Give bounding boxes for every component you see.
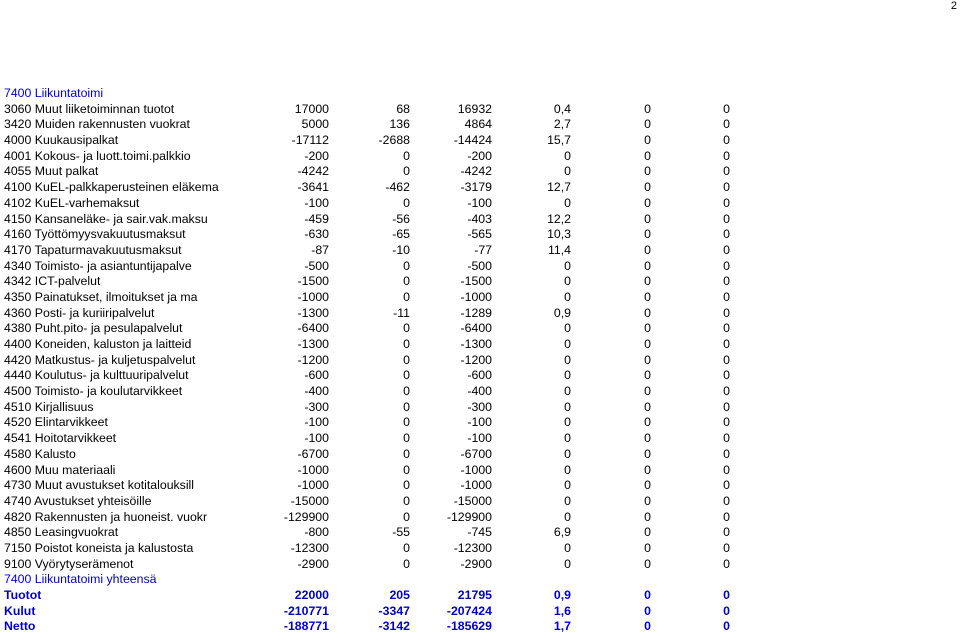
value-col-1: -100 [304,431,329,446]
account-row [4,180,744,196]
value-col-1: -2900 [297,556,329,571]
value-col-1: -630 [304,227,329,242]
value-col-4: 0 [564,368,571,383]
value-col-6: 0 [723,164,730,179]
value-col-5: 0 [644,227,651,242]
value-col-6: 0 [723,619,730,634]
value-col-4: 0 [564,289,571,304]
value-col-1: -1000 [297,289,329,304]
value-col-4: 0 [564,509,571,524]
value-col-1: -1000 [297,478,329,493]
value-col-2: 0 [403,431,410,446]
account-row [4,400,744,416]
value-col-3: 4864 [464,117,492,132]
value-col-3: -100 [467,415,492,430]
value-col-5: 0 [644,274,651,289]
account-row [4,384,744,400]
value-col-1: -1200 [297,352,329,367]
value-col-4: 2,7 [553,117,571,132]
account-row [4,164,744,180]
totals-rows [4,588,744,635]
value-col-4: 15,7 [547,133,571,148]
value-col-4: 0,4 [553,101,571,116]
value-col-5: 0 [644,164,651,179]
value-col-6: 0 [723,368,730,383]
total-row [4,588,744,604]
value-col-6: 0 [723,117,730,132]
value-col-5: 0 [644,493,651,508]
report-rows [4,102,744,573]
value-col-4: 0 [564,384,571,399]
value-col-2: 0 [403,289,410,304]
account-label: 4740 Avustukset yhteisöille [4,493,152,508]
value-col-1: -459 [304,211,329,226]
value-col-3: -565 [467,227,492,242]
value-col-2: 0 [403,509,410,524]
value-col-1: -17112 [291,133,329,148]
value-col-5: 0 [644,117,651,132]
value-col-3: -403 [467,211,492,226]
value-col-1: -129900 [283,509,329,524]
value-col-5: 0 [644,289,651,304]
value-col-3: -1000 [460,289,492,304]
value-col-6: 0 [723,337,730,351]
account-label: 4360 Posti- ja kuriiripalvelut [4,305,155,320]
account-row [4,227,744,243]
account-label: 4850 Leasingvuokrat [4,525,119,540]
value-col-5: 0 [644,540,651,555]
value-col-3: -200 [467,148,492,163]
value-col-3: -1200 [460,352,492,367]
account-label: 4160 Työttömyysvakuutusmaksut [4,227,186,242]
value-col-3: -207424 [446,603,492,618]
value-col-6: 0 [723,588,730,602]
value-col-3: -185629 [446,619,492,634]
value-col-1: -12300 [290,540,329,555]
account-row [4,368,744,384]
value-col-1: 22000 [294,588,329,602]
account-label: 3420 Muiden rakennusten vuokrat [4,117,190,132]
account-row [4,541,744,557]
account-row [4,478,744,494]
value-col-3: -77 [474,242,492,257]
account-label: 4541 Hoitotarvikkeet [4,431,117,446]
total-row [4,604,744,620]
value-col-5: 0 [644,242,651,257]
value-col-3: -15000 [453,493,492,508]
section-title: 7400 Liikuntatoimi [4,86,104,100]
value-col-5: 0 [644,148,651,163]
account-row [4,102,744,118]
value-col-1: -4242 [297,164,329,179]
value-col-2: -3347 [378,603,410,618]
value-col-3: -12300 [453,540,492,555]
value-col-2: 0 [403,321,410,336]
value-col-3: -500 [467,258,492,273]
value-col-3: -100 [467,431,492,446]
value-col-5: 0 [644,431,651,446]
value-col-1: -100 [304,415,329,430]
value-col-6: 0 [723,289,730,304]
value-col-6: 0 [723,101,730,116]
value-col-6: 0 [723,462,730,477]
value-col-4: 6,9 [553,525,571,540]
value-col-2: 0 [403,352,410,367]
value-col-2: 136 [389,117,410,132]
account-row [4,117,744,133]
value-col-6: 0 [723,509,730,524]
account-label: 4100 KuEL-palkkaperusteinen eläkema [4,180,219,195]
value-col-6: 0 [723,227,730,242]
value-col-3: -745 [467,525,492,540]
value-col-2: -56 [392,211,410,226]
value-col-4: 0 [564,431,571,446]
value-col-3: -129900 [446,509,492,524]
value-col-6: 0 [723,525,730,540]
value-col-4: 11,4 [547,242,571,257]
value-col-2: 0 [403,446,410,461]
value-col-1: -15000 [290,493,329,508]
account-label: Netto [4,619,36,634]
value-col-2: 0 [403,337,410,351]
value-col-3: -300 [467,399,492,414]
value-col-6: 0 [723,242,730,257]
value-col-3: 21795 [457,588,492,602]
value-col-6: 0 [723,603,730,618]
value-col-2: 0 [403,399,410,414]
account-row [4,212,744,228]
value-col-2: -65 [392,227,410,242]
value-col-4: 0 [564,195,571,210]
value-col-1: -200 [304,148,329,163]
value-col-5: 0 [644,321,651,336]
account-label: 4510 Kirjallisuus [4,399,94,414]
value-col-4: 12,7 [547,180,571,195]
value-col-5: 0 [644,180,651,195]
total-row [4,619,744,635]
value-col-3: -600 [467,368,492,383]
value-col-6: 0 [723,478,730,493]
account-row [4,463,744,479]
account-row [4,557,744,573]
account-row [4,149,744,165]
account-label: 4350 Painatukset, ilmoitukset ja ma [4,289,198,304]
value-col-5: 0 [644,399,651,414]
value-col-2: 0 [403,493,410,508]
value-col-6: 0 [723,352,730,367]
value-col-5: 0 [644,101,651,116]
value-col-3: -2900 [460,556,492,571]
account-label: 4820 Rakennusten ja huoneist. vuokr [4,509,208,524]
value-col-6: 0 [723,493,730,508]
value-col-1: 5000 [301,117,329,132]
value-col-5: 0 [644,619,651,634]
value-col-1: -400 [304,384,329,399]
account-label: 4380 Puht.pito- ja pesulapalvelut [4,321,183,336]
value-col-6: 0 [723,556,730,571]
value-col-4: 0 [564,274,571,289]
value-col-5: 0 [644,462,651,477]
value-col-3: -100 [467,195,492,210]
account-label: 4440 Koulutus- ja kulttuuripalvelut [4,368,189,383]
value-col-4: 0 [564,148,571,163]
value-col-6: 0 [723,446,730,461]
value-col-1: 17000 [294,101,329,116]
value-col-6: 0 [723,431,730,446]
value-col-1: -500 [304,258,329,273]
value-col-3: -14424 [453,133,492,148]
account-label: 7150 Poistot koneista ja kalustosta [4,540,194,555]
value-col-4: 0 [564,540,571,555]
value-col-5: 0 [644,352,651,367]
value-col-2: 0 [403,415,410,430]
value-col-2: -462 [385,180,410,195]
account-row [4,510,744,526]
value-col-3: -1500 [460,274,492,289]
account-row [4,259,744,275]
value-col-1: -600 [304,368,329,383]
account-label: 4730 Muut avustukset kotitalouksill [4,478,195,493]
account-label: 4400 Koneiden, kaluston ja laitteid [4,337,192,351]
value-col-3: -1289 [460,305,492,320]
value-col-3: -3179 [460,180,492,195]
value-col-4: 0 [564,556,571,571]
value-col-4: 0 [564,493,571,508]
value-col-5: 0 [644,133,651,148]
value-col-3: 16932 [457,101,492,116]
value-col-2: 0 [403,148,410,163]
value-col-4: 0 [564,337,571,351]
value-col-1: -1300 [297,337,329,351]
account-label: 4340 Toimisto- ja asiantuntijapalve [4,258,192,273]
account-label: 4001 Kokous- ja luott.toimi.palkkio [4,148,191,163]
value-col-2: 0 [403,384,410,399]
value-col-5: 0 [644,478,651,493]
value-col-1: -1000 [297,462,329,477]
value-col-2: 0 [403,164,410,179]
value-col-3: -1300 [460,337,492,351]
value-col-2: 0 [403,258,410,273]
account-row [4,243,744,259]
value-col-1: -6400 [297,321,329,336]
account-row [4,196,744,212]
value-col-5: 0 [644,588,651,602]
account-label: 4170 Tapaturmavakuutusmaksut [4,242,182,257]
value-col-6: 0 [723,211,730,226]
value-col-3: -1000 [460,478,492,493]
value-col-2: 68 [396,101,410,116]
value-col-1: -1300 [297,305,329,320]
value-col-5: 0 [644,603,651,618]
value-col-1: -87 [311,242,329,257]
account-label: Kulut [4,603,36,618]
value-col-2: 0 [403,478,410,493]
value-col-3: -6400 [460,321,492,336]
value-col-6: 0 [723,274,730,289]
account-row [4,431,744,447]
value-col-6: 0 [723,399,730,414]
value-col-4: 1,7 [553,619,571,634]
value-col-4: 0 [564,446,571,461]
value-col-4: 12,2 [547,211,571,226]
value-col-5: 0 [644,337,651,351]
value-col-4: 0,9 [553,588,571,602]
value-col-2: -10 [392,242,410,257]
value-col-6: 0 [723,540,730,555]
value-col-6: 0 [723,305,730,320]
value-col-4: 10,3 [547,227,571,242]
account-label: 3060 Muut liiketoiminnan tuotot [4,101,175,116]
value-col-2: -55 [392,525,410,540]
account-row [4,525,744,541]
account-row [4,321,744,337]
account-label: 4520 Elintarvikkeet [4,415,108,430]
account-row [4,494,744,510]
value-col-4: 0 [564,415,571,430]
value-col-1: -3641 [297,180,329,195]
value-col-1: -100 [304,195,329,210]
account-label: 4600 Muu materiaali [4,462,116,477]
value-col-6: 0 [723,148,730,163]
value-col-3: -400 [467,384,492,399]
value-col-4: 0,9 [553,305,571,320]
value-col-6: 0 [723,415,730,430]
value-col-4: 0 [564,478,571,493]
account-label: 9100 Vyörytyserämenot [4,556,134,571]
value-col-5: 0 [644,305,651,320]
value-col-1: -300 [304,399,329,414]
value-col-1: -1500 [297,274,329,289]
value-col-2: 0 [403,540,410,555]
totals-title: 7400 Liikuntatoimi yhteensä [4,572,157,587]
account-row [4,133,744,149]
value-col-4: 0 [564,258,571,273]
account-label: 4500 Toimisto- ja koulutarvikkeet [4,384,183,399]
account-label: 4420 Matkustus- ja kuljetuspalvelut [4,352,196,367]
value-col-2: -2688 [378,133,410,148]
value-col-2: 0 [403,195,410,210]
value-col-2: 0 [403,274,410,289]
budget-report [4,86,744,635]
value-col-2: -11 [393,305,410,320]
value-col-5: 0 [644,446,651,461]
value-col-2: 0 [403,368,410,383]
account-label: 4055 Muut palkat [4,164,99,179]
value-col-6: 0 [723,258,730,273]
value-col-5: 0 [644,384,651,399]
account-row [4,415,744,431]
value-col-5: 0 [644,509,651,524]
value-col-4: 0 [564,399,571,414]
value-col-6: 0 [723,195,730,210]
value-col-3: -4242 [460,164,492,179]
value-col-4: 0 [564,352,571,367]
value-col-5: 0 [644,525,651,540]
page-number: 2 [950,0,957,12]
value-col-6: 0 [723,321,730,336]
value-col-4: 0 [564,462,571,477]
value-col-5: 0 [644,556,651,571]
value-col-6: 0 [723,384,730,399]
value-col-2: 0 [403,556,410,571]
value-col-1: -188771 [283,619,329,634]
account-label: 4342 ICT-palvelut [4,274,101,289]
value-col-4: 0 [564,164,571,179]
account-label: 4150 Kansaneläke- ja sair.vak.maksu [4,211,208,226]
value-col-3: -6700 [460,446,492,461]
value-col-2: 0 [403,462,410,477]
value-col-1: -6700 [297,446,329,461]
value-col-3: -1000 [460,462,492,477]
account-row [4,290,744,306]
account-row [4,353,744,369]
account-label: Tuotot [4,588,42,602]
account-label: 4580 Kalusto [4,446,76,461]
value-col-6: 0 [723,133,730,148]
account-label: 4102 KuEL-varhemaksut [4,195,140,210]
account-row [4,447,744,463]
value-col-1: -210771 [283,603,329,618]
value-col-5: 0 [644,368,651,383]
account-row [4,306,744,322]
value-col-4: 0 [564,321,571,336]
value-col-6: 0 [723,180,730,195]
account-row [4,274,744,290]
value-col-2: 205 [389,588,410,602]
account-row [4,337,744,353]
value-col-5: 0 [644,415,651,430]
value-col-5: 0 [644,258,651,273]
account-label: 4000 Kuukausipalkat [4,133,119,148]
value-col-5: 0 [644,211,651,226]
value-col-4: 1,6 [553,603,571,618]
value-col-2: -3142 [378,619,410,634]
value-col-1: -800 [304,525,329,540]
value-col-5: 0 [644,195,651,210]
